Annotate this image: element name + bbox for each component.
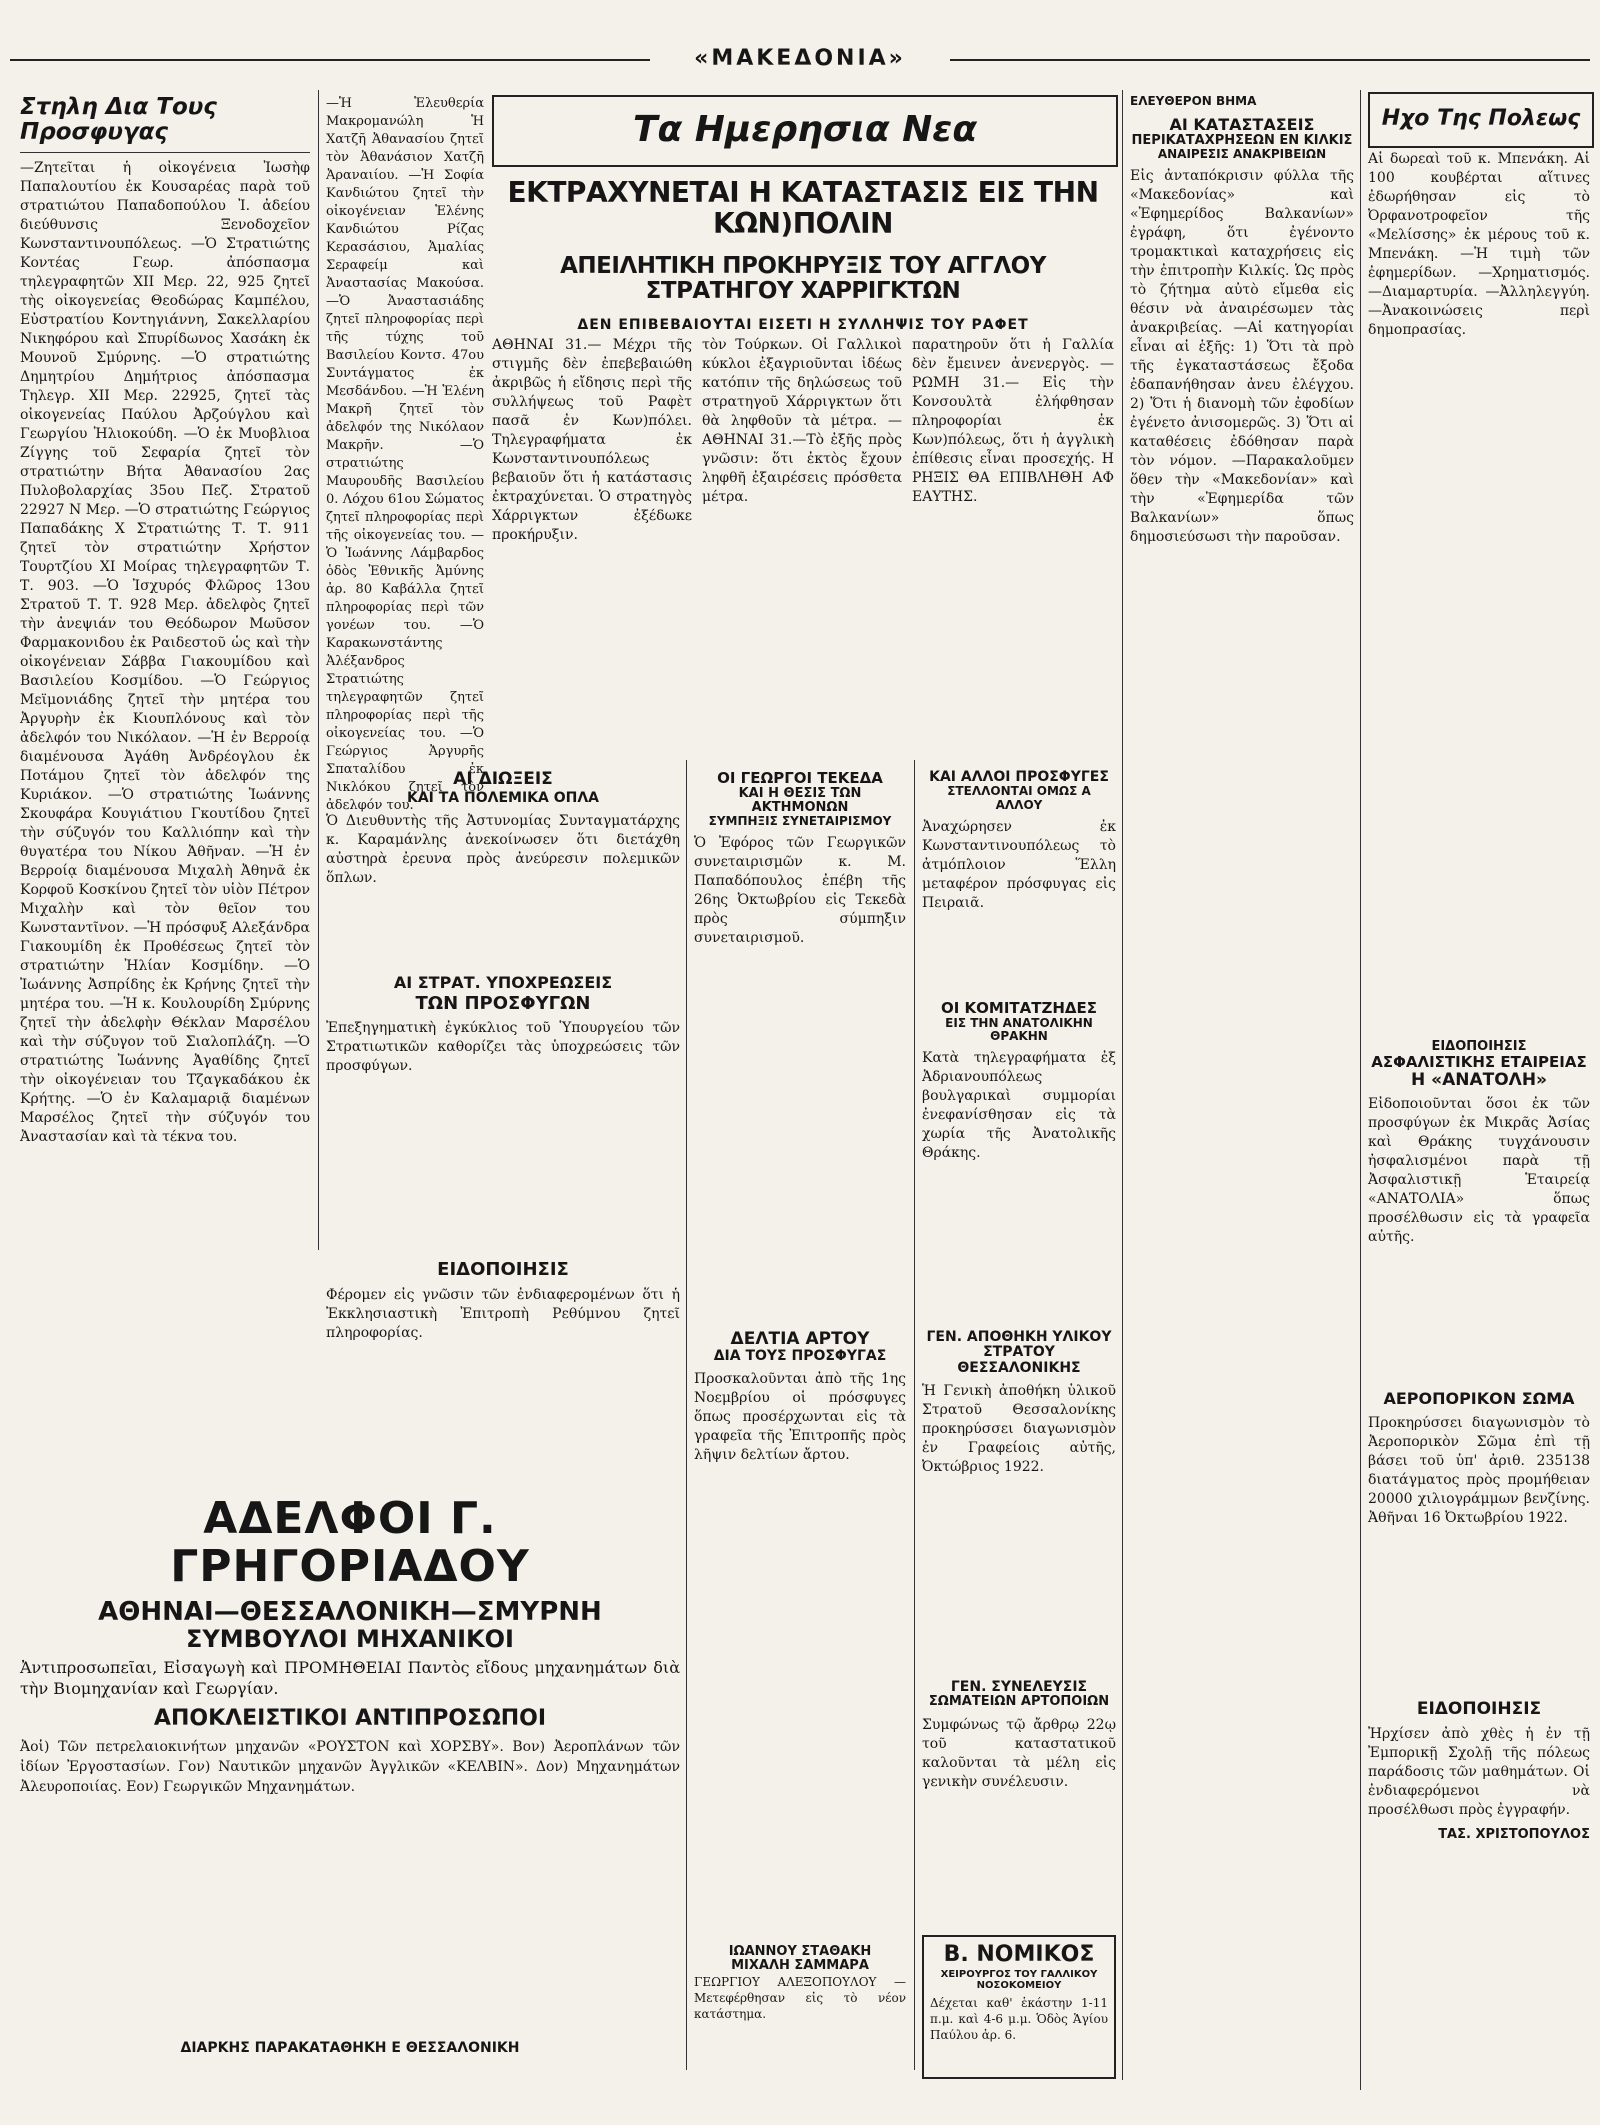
insurance-notice-body: Εἰδοποιοῦνται ὅσοι ἐκ τῶν προσφύγων ἐκ Μικρᾶς Ἀσίας καὶ Θράκης τυγχάνουσιν ἠσφαλισμένοι παρὰ τῇ Ἀσφαλιστικῇ Ἑταιρείᾳ «ΑΝΑΤΟΛΙΑ» ὅπως προσέλθωσιν εἰς τὰ γραφεῖα αὐτῆς. <box>1368 1096 1590 1246</box>
free-forum-subtitle: ΠΕΡΙΚΑΤΑΧΡΗΣΕΩΝ ΕΝ ΚΙΛΚΙΣ <box>1131 132 1353 148</box>
article-other-refugees-subtitle: ΣΤΕΛΛΟΝΤΑΙ ΟΜΩΣ Α ΑΛΛΟΥ <box>947 784 1091 812</box>
article-bread-body: Προσκαλοῦνται ἀπὸ τῆς 1ης Νοεμβρίου οἱ πρόσφυγες ὅπως προσέρχωνται εἰς τὰ γραφεῖα τῆς Ἐπιτροπῆς πρὸς λῆψιν δελτίων ἄρτου. <box>694 1371 906 1464</box>
article-refugees-subtitle: ΤΩΝ ΠΡΟΣΦΥΓΩΝ <box>415 992 591 1014</box>
article-arrests-title: ΑΙ ΔΙΩΞΕΙΣ <box>453 769 553 789</box>
daily-news-title: Τα Ημερησια Νεα <box>632 109 978 150</box>
article-comitadjis-title: ΟΙ ΚΟΜΙΤΑΤΖΗΔΕΣ <box>940 999 1098 1017</box>
ad-grigoriadou-name: ΑΔΕΛΦΟΙ Γ. ΓΡΗΓΟΡΙΑΔΟΥ <box>170 1493 530 1593</box>
city-echo-title: Ηχο Της Πολεως <box>1381 106 1581 131</box>
article-notices-title: ΕΙΔΟΠΟΙΗΣΙΣ <box>437 1259 569 1280</box>
right-notice-body: Ἠρχίσεν ἀπὸ χθὲς ἡ ἐν τῇ Ἐμπορικῇ Σχολῇ τῆς πόλεως παράδοσις τῶν μαθημάτων. Οἱ ἐνδιαφερόμενοι νὰ προσέλθωσι πρὸς ἐγγραφήν. <box>1368 1725 1590 1818</box>
column-rule <box>914 760 915 2070</box>
free-forum <box>1130 95 1354 2075</box>
newspaper-name: «ΜΑΚΕΔΟΝΙΑ» <box>694 46 906 71</box>
article-bakers-title: ΓΕΝ. ΣΥΝΕΛΕΥΣΙΣ <box>950 1679 1088 1695</box>
article-warehouse-subtitle: ΣΤΡΑΤΟΥ ΘΕΣΣΑΛΟΝΙΚΗΣ <box>957 1344 1081 1376</box>
article-arrests-subtitle: ΚΑΙ ΤΑ ΠΟΛΕΜΙΚΑ ΟΠΛΑ <box>406 789 600 806</box>
ad-grigoriadou-role: ΣΥΜΒΟΥΛΟΙ ΜΗΧΑΝΙΚΟΙ <box>186 1625 514 1654</box>
article-bakers <box>922 1680 1116 1920</box>
right-notice <box>1368 1700 1590 2075</box>
article-arrests-body: Ὁ Διευθυντὴς τῆς Ἀστυνομίας Συνταγματάρχης κ. Καραμάνλης ἀνεκοίνωσεν ὅτι διετάχθη αὐστηρὰ ἐρευνα πρὸς ἀνεύρεσιν πολεμικῶν ὅπλων. <box>326 813 680 887</box>
refugee-column-continued <box>326 95 484 813</box>
right-notice-title: ΕΙΔΟΠΟΙΗΣΙΣ <box>1416 1699 1542 1719</box>
aviation-tender <box>1368 1390 1590 1690</box>
masthead <box>0 40 1600 80</box>
article-notices <box>326 1260 680 1480</box>
article-comitadjis-subtitle: ΕΙΣ ΤΗΝ ΑΝΑΤΟΛΙΚΗΝ ΘΡΑΚΗΝ <box>945 1015 1093 1043</box>
ad-nomikos-body: Δέχεται καθ' ἑκάστην 1-11 π.μ. καὶ 4-6 μ.μ. Ὁδὸς Ἁγίου Παύλου ἀρ. 6. <box>930 1996 1108 2043</box>
city-echo-body: Αἱ δωρεαὶ τοῦ κ. Μπενάκη. Αἱ 100 κουβέρται αἵτινες ἐδωρήθησαν εἰς τὸ Ὀρφανοτροφεῖον τῆς «Μελίσσης» ἐκ μέρους τοῦ κ. Μπενάκη. —Ἡ τιμὴ τῶν ἐφημερίδων. —Χρηματισμός. —Διαμαρτυρία. —Ἀλληλεγγύη. —Ἀνακοινώσεις περὶ δημοπρασίας. <box>1368 151 1590 338</box>
ad-nomikos-name: Β. ΝΟΜΙΚΟΣ <box>943 1942 1095 1967</box>
article-notices-body: Φέρομεν εἰς γνῶσιν τῶν ἐνδιαφερομένων ὅτι ἡ Ἐκκλησιαστικὴ Ἐπιτροπὴ Ρεθύμνου ζητεῖ πληροφορίας. <box>326 1286 680 1341</box>
lead-headline: ΕΚΤΡΑΧΥΝΕΤΑΙ Η ΚΑΤΑΣΤΑΣΙΣ ΕΙΣ ΤΗΝ ΚΩΝ)ΠΟΛΙΝ <box>507 176 1099 240</box>
lead-deck: ΔΕΝ ΕΠΙΒΕΒΑΙΟΥΤΑΙ ΕΙΣΕΤΙ Η ΣΥΛΛΗΨΙΣ ΤΟΥ ΡΑΦΕΤ <box>577 317 1029 334</box>
refugee-column-body: —Ζητεῖται ἡ οἰκογένεια Ἰωσὴφ Παπαλουτίου ἐκ Κουσαρέας παρὰ τοῦ στρατιώτου Παπαδοπούλου Ἰ. ἀδείου διεύθυνσις Ξενοδοχεῖον Κωνσταντινουπόλεως. —Ὁ Στρατιώτης Κοντέας Γεωρ. ἀπόσπασμα τηλεγραφητῶν XII Μερ. 22, 925 ζητεῖ τὴς οἰκογενείας Θεοδώρας Καμπέλου, Εὐστρατίου Κοντηγιάννη, Σακελλαρίου Νικηφόρου καὶ Σπυρίδωνος Χασάκη ἐκ Μουνοῦ Σμύρνης. —Ὁ στρατιώτης Δημητρίου Δημήτριος ἀπόσπασμα Τηλεγρ. XII Μερ. 22925, ζητεῖ τὰς οἰκογενείας Παύλου Ἀρζούγλου καὶ Γεωργίου Ἠλιοκούδη. —Ὁ ἐκ Μυοβλιοα Ζίγγης τοῦ Σεφαρία ζητεῖ τὸν στρατιώτην Βήτα Ἀθανασίου 2ας Πυλοβολαρχίας 35ου Πεζ. Στρατοῦ 22927 Ν Μερ. —Ὁ στρατιώτης Γεώργιος Παπαδάκης Χ Στρατιώτης Τ. Τ. 911 ζητεῖ τὸν στρατιώτην Χρήστον Τουρτζίου ΧΙ Μοίρας τηλεγραφητῶν Τ. Τ. 903. —Ὁ Ἰσχυρός Φλῶρος 13ου Στρατοῦ Τ. Τ. 928 Μερ. ἀδελφὸς ζητεῖ τὴν ἀνεψιάν του Θεόδωρον Μωῦσον Φαρμακονιδου ἐκ Ραιδεστοῦ ὡς καὶ τὴν οἰκογένειαν Σάββα Γιακουμίδου καὶ Βασιλείου Κοσμίδου. —Ὁ Γεώργιος Μεϊμονιάδης ζητεῖ τὴν μητέρα του Ἀργυρὴν ἐκ Κιουπλόνους καὶ τὸν ἀδελφόν του Νικόλαον. —Ἡ ἐν Βερροίᾳ διαμένουσα Ἀγάθη Ἀνδρέογλου ἐκ Ποτάμου ζητεῖ τὸν ἀδελφόν της Κυριάκον. —Ὁ στρατιώτης Ἰωάννης Σκουφάρα Κουγιάτιου Γκουτίδου ζητεῖ τὴν σύζυγόν του Καλλιόπην καὶ τὴν θυγατέρα του Νίκου Ἀθῆναν. —Ἡ ἐν Βερροίᾳ διαμένουσα Μιχαλὴ Ἀθηνᾶ ἐκ Κορφοῦ Κοσκίνου ζητεῖ τὸν υἱὸν Πέτρον Μιχαλὴν καὶ τὸν θεῖον του Κωνσταντῖνον. —Ἡ πρόσφυξ Αλεξάνδρα Γιακουμίδη ἐκ Προθέσεως ζητεῖ τὸν στρατιώτην Ἠλίαν Κοσμίδην. —Ὁ Ἰωάννης Ἀσπρίδης ἐκ Κρήνης ζητεῖ τὴν μητέρα του. —Ἡ κ. Κουλουρίδη Σμύρνης ζητεῖ τὴν ἀδελφὴν Θέκλαν Μαρσέλου καὶ τὴν σύζυγον τοῦ Σιαλοπλάζη. —Ὁ στρατιώτης Ἰωάννης Ἀγαθίδης ζητεῖ τὴν οἰκογένειαν του Τζαγκαδάκου ἐκ Κρήτης. —Ὁ ἐν Καλαμαριᾷ διαμένων Μαρσέλος ζητεῖ τὴν σύζυγόν του Ἀναστασίαν καὶ τὰ τέκνα του. <box>20 159 310 1145</box>
ad-sammara-name-2: ΜΙΧΑΛΗ ΣΑΜΜΑΡΑ <box>731 1958 869 1974</box>
article-warehouse <box>922 1330 1116 1660</box>
ad-nomikos <box>922 1935 1116 2079</box>
column-rule <box>1360 90 1361 2090</box>
ad-grigoriadou-cities: ΑΘΗΝΑΙ—ΘΕΣΣΑΛΟΝΙΚΗ—ΣΜΥΡΝΗ <box>98 1596 602 1627</box>
insurance-notice-subtitle: ΑΣΦΑΛΙΣΤΙΚΗΣ ΕΤΑΙΡΕΙΑΣ <box>1371 1053 1587 1072</box>
article-athens-1 <box>492 336 692 756</box>
insurance-notice <box>1368 1040 1590 1380</box>
city-echo <box>1368 150 1590 1030</box>
article-athens-2 <box>702 336 902 756</box>
ad-grigoriadou-items: Ἀοἱ) Τῶν πετρελαιοκινήτων μηχανῶν «ΡΟΥΣΤΟΝ καὶ ΧΟΡΣΒΥ». Βον) Ἀεροπλάνων τῶν ἰδίων Ἐργοστασίων. Γον) Ναυτικῶν μηχανῶν Ἀγγλικῶν «ΚΕΛΒΙΝ». Δον) Μηχανημάτων Ἀλευροποιίας. Εον) Γεωργικῶν Μηχανημάτων. <box>20 1738 680 1795</box>
article-warehouse-body: Ἡ Γενικὴ ἀποθήκη ὑλικοῦ Στρατοῦ Θεσσαλονίκης προκηρύσσει διαγωνισμὸν ἐν Γραφείοις αὐτῆς, Ὀκτώβριος 1922. <box>922 1383 1116 1476</box>
aviation-tender-title: ΑΕΡΟΠΟΡΙΚΟΝ ΣΩΜΑ <box>1383 1389 1575 1408</box>
daily-news-banner <box>492 95 1118 167</box>
ad-grigoriadou-exclusive: ΑΠΟΚΛΕΙΣΤΙΚΟΙ ΑΝΤΙΠΡΟΣΩΠΟΙ <box>153 1705 547 1731</box>
article-farmers-title: ΟΙ ΓΕΩΡΓΟΙ ΤΕΚΕΔΑ <box>717 769 883 787</box>
lead-subheadline: ΑΠΕΙΛΗΤΙΚΗ ΠΡΟΚΗΡΥΞΙΣ ΤΟΥ ΑΓΓΛΟΥ ΣΤΡΑΤΗΓΟΥ ΧΑΡΡΙΓΚΤΩΝ <box>560 252 1046 304</box>
free-forum-subtitle-2: ΑΝΑΙΡΕΣΙΣ ΑΝΑΚΡΙΒΕΙΩΝ <box>1157 147 1327 162</box>
article-bakers-subtitle: ΣΩΜΑΤΕΙΩΝ ΑΡΤΟΠΟΙΩΝ <box>928 1694 1110 1710</box>
divider <box>20 152 310 153</box>
article-rome-body: παρατηροῦν ὅτι ἡ Γαλλία δὲν ἔμεινεν ἀνενεργὸς. —ΡΩΜΗ 31.— Εἰς τὴν Κονσουλτὰ ἐλήφθησαν πληροφορίαι ἐκ Κων)πόλεως, ὅτι ἡ ἀγγλικὴ ἐπίθεσις εἶναι προσεχής. Η ΡΗΞΙΣ ΘΑ ΕΠΙΒΛΗΘΗ ΑΦ ΕΑΥΤΗΣ. <box>912 337 1114 505</box>
article-comitadjis <box>922 1000 1116 1300</box>
article-athens-1-body: ΑΘΗΝΑΙ 31.— Μέχρι τῆς στιγμῆς δὲν ἐπεβεβαιώθη ἀκριβῶς ἡ εἴδησις περὶ τῆς συλλήψεως τοῦ Ραφὲτ πασᾶ ἐν Κων)πόλει. Τηλεγραφήματα ἐκ Κωνσταντινουπόλεως βεβαιοῦν ὅτι ἡ κατάστασις ἐκτραχύνεται. Ὁ στρατηγὸς Χάρριγκτων ἐξέδωκε προκήρυξιν. <box>492 337 692 543</box>
article-athens-2-body: τὸν Τούρκων. Οἱ Γαλλικοὶ κύκλοι ἐξαγριοῦνται ἰδέως κατόπιν τῆς δηλώσεως τοῦ στρατηγοῦ Χάρριγκτων ὅτι θὰ ληφθοῦν τὰ μέτρα. —ΑΘΗΝΑΙ 31.—Τὸ ἐξῆς πρὸς γνῶσιν: ὅτι ἐκτὸς ἔχουν ληφθῆ ἐξαιρέσεις πρόσθετα μέτρα. <box>702 337 902 505</box>
insurance-notice-title: ΕΙΔΟΠΟΙΗΣΙΣ <box>1431 1039 1527 1054</box>
ad-sammara <box>694 1945 906 2075</box>
article-farmers <box>694 770 906 1210</box>
masthead-rule-left <box>10 59 650 61</box>
article-refugees-title: ΑΙ ΣΤΡΑΤ. ΥΠΟΧΡΕΩΣΕΙΣ <box>393 973 613 993</box>
insurance-notice-subtitle-2: Η «ΑΝΑΤΟΛΗ» <box>1410 1069 1548 1090</box>
article-farmers-subtitle: ΚΑΙ Η ΘΕΣΙΣ ΤΩΝ ΑΚΤΗΜΟΝΩΝ <box>738 785 862 815</box>
aviation-tender-body: Προκηρύσσει διαγωνισμὸν τὸ Ἀεροπορικὸν Σῶμα ἐπὶ τῇ βάσει τοῦ ὑπ' ἀριθ. 235138 διατάγματος πρὸς προμήθειαν 20000 χιλιογράμμων βενζίνης. Ἀθῆναι 16 Ὀκτωβρίου 1922. <box>1368 1414 1590 1526</box>
article-other-refugees-title: ΚΑΙ ΑΛΛΟΙ ΠΡΟΣΦΥΓΕΣ <box>929 769 1109 785</box>
article-farmers-body: Ὁ Ἐφόρος τῶν Γεωργικῶν συνεταιρισμῶν κ. Μ. Παπαδόπουλος ἐπέβη τῆς 26ης Ὀκτωβρίου εἰς Τεκεδὰ πρὸς σύμπηξιν συνεταιρισμοῦ. <box>694 835 906 947</box>
ad-sammara-body: ΓΕΩΡΓΙΟΥ ΑΛΕΞΟΠΟΥΛΟΥ — Μετεφέρθησαν εἰς τὸ νέον κατάστημα. <box>694 1974 906 2021</box>
article-refugees-body: Ἐπεξηγηματικὴ ἐγκύκλιος τοῦ Ὑπουργείου τῶν Στρατιωτικῶν καθορίζει τὰς ὑποχρεώσεις τῶν προσφύγων. <box>326 1020 680 1075</box>
column-rule <box>1122 90 1123 2080</box>
refugee-column-continued-body: —Ἡ Ἑλευθερία Μακρομανώλη Ἡ Χατζῆ Ἀθανασίου ζητεῖ τὸν Ἀθανάσιον Χατζῆ Ἀραναιίου. —Ἡ Σοφία Κανδιώτου ζητεῖ τὴν οἰκογένειαν Ἑλένης Κανδιώτου Ρίζας Κερασάσιου, Ἀμαλίας Σεραφείμ καὶ Ἀναστασίας Μακούσα. —Ὁ Ἀναστασιάδης ζητεῖ πληροφορίας περὶ τῆς τύχης τοῦ Βασιλείου Κοντσ. 47ου Συντάγματος ἐκ Μεσδάνδου. —Ἡ Ἑλένη Μακρῆ ζητεῖ τὸν ἀδελφόν της Νικόλαον Μακρῆν. —Ὁ στρατιώτης Μαυρουδῆς Βασιλείου 0. Λόχου 61ου Σώματος ζητεῖ πληροφορίας περὶ τῆς οἰκογενείας του. —Ὁ Ἰωάννης Λάμβαρδος ὁδὸς Ἐθνικῆς Ἀμύνης ἀρ. 80 Καβάλλα ζητεῖ πληροφορίας περὶ τῶν γονέων του. —Ὁ Καρακωνστάντης Ἀλέξανδρος Στρατιώτης τηλεγραφητῶν ζητεῖ πληροφορίας περὶ τῆς οἰκογενείας του. —Ὁ Γεώργιος Ἀργυρῆς Σπαταλίδου ἐκ Νικλόκου ζητεῖ τὸν ἀδελφόν του. <box>326 96 484 813</box>
article-bread-subtitle: ΔΙΑ ΤΟΥΣ ΠΡΟΣΦΥΓΑΣ <box>713 1347 887 1364</box>
free-forum-body: Εἰς ἀνταπόκρισιν φύλλα τῆς «Μακεδονίας» καὶ «Ἐφημερίδος Βαλκανίων» ἐγράφη, ὅτι ἐγένοντο τρομακτικαὶ καταχρήσεις εἰς τὴν ἐπιτροπὴν Κιλκίς. Ὡς πρὸς τὸ ζήτημα αὐτὸ εἴμεθα εἰς θέσιν νὰ ἀναιρέσωμεν τὰς ἀνακριβείας. —Αἱ κατηγορίαι εἶναι αἱ ἑξῆς: 1) Ὅτι τὰ πρὸ τῆς ἐγκαταστάσεως ἔξοδα ἐδαπανήθησαν ἀνευ ἐλέγχου. 2) Ὅτι ἡ διανομὴ τῶν ἐφοδίων ἐγένετο ἀνισομερῶς. 3) Ὅτι αἱ καταθέσεις ἐδόθησαν παρὰ τὸν νόμον. —Παρακαλοῦμεν ὅθεν τὴν «Μακεδονίαν» καὶ τὴν «Ἐφημερίδα τῶν Βαλκανίων» ὅπως δημοσιεύσωσι τὴν παροῦσαν. <box>1130 168 1354 546</box>
column-rule <box>318 90 319 1250</box>
article-rome <box>912 336 1114 756</box>
right-notice-signature: ΤΑΣ. ΧΡΙΣΤΟΠΟΥΛΟΣ <box>1438 1826 1590 1842</box>
refugee-column-title: Στηλη Δια Τους Προσφυγας <box>20 94 217 146</box>
column-rule <box>686 760 687 2070</box>
article-farmers-subtitle-2: ΣΥΜΠΗΞΙΣ ΣΥΝΕΤΑΙΡΙΣΜΟΥ <box>708 814 892 829</box>
article-arrests <box>326 770 680 1250</box>
article-warehouse-title: ΓΕΝ. ΑΠΟΘΗΚΗ ΥΛΙΚΟΥ <box>926 1329 1112 1345</box>
free-forum-kicker: ΕΛΕΥΘΕΡΟΝ ΒΗΜΑ <box>1130 94 1257 108</box>
article-other-refugees <box>922 770 1116 990</box>
ad-grigoriadou-footer: ΔΙΑΡΚΗΣ ΠΑΡΑΚΑΤΑΘΗΚΗ Ε ΘΕΣΣΑΛΟΝΙΚΗ <box>180 2039 520 2056</box>
ad-grigoriadou-line: Ἀντιπροσωπεῖαι, Εἰσαγωγὴ καὶ ΠΡΟΜΗΘΕΙΑΙ Παντὸς εἴδους μηχανημάτων διὰ τὴν Βιομηχανίαν καὶ Γεωργίαν. <box>20 1657 680 1698</box>
article-other-refugees-body: Ἀναχώρησεν ἐκ Κωνσταντινουπόλεως τὸ ἀτμόπλοιον Ἕλλη μεταφέρον πρόσφυγας εἰς Πειραιᾶ. <box>922 818 1116 911</box>
article-bakers-body: Συμφώνως τῷ ἄρθρῳ 22ῳ τοῦ καταστατικοῦ καλοῦνται τὰ μέλη εἰς γενικὴν συνέλευσιν. <box>922 1716 1116 1790</box>
ad-nomikos-role: ΧΕΙΡΟΥΡΓΟΣ ΤΟΥ ΓΑΛΛΙΚΟΥ ΝΟΣΟΚΟΜΕΙΟΥ <box>940 1969 1098 1992</box>
article-bread <box>694 1330 906 1740</box>
lead-headline-block <box>492 176 1114 334</box>
free-forum-title: ΑΙ ΚΑΤΑΣΤΑΣΕΙΣ <box>1169 115 1315 135</box>
article-comitadjis-body: Κατὰ τηλεγραφήματα ἐξ Ἀδριανουπόλεως βουλγαρικαὶ συμμορίαι ἐνεφανίσθησαν εἰς τὰ χωρία τῆς Ἀνατολικῆς Θράκης. <box>922 1049 1116 1161</box>
city-echo-banner <box>1368 92 1594 148</box>
ad-sammara-name: ΙΩΑΝΝΟΥ ΣΤΑΘΑΚΗ <box>728 1944 872 1959</box>
masthead-rule-right <box>950 59 1590 61</box>
ad-grigoriadou <box>20 1495 680 2075</box>
article-bread-title: ΔΕΛΤΙΑ ΑΡΤΟΥ <box>730 1329 870 1349</box>
refugee-column <box>20 95 310 1250</box>
